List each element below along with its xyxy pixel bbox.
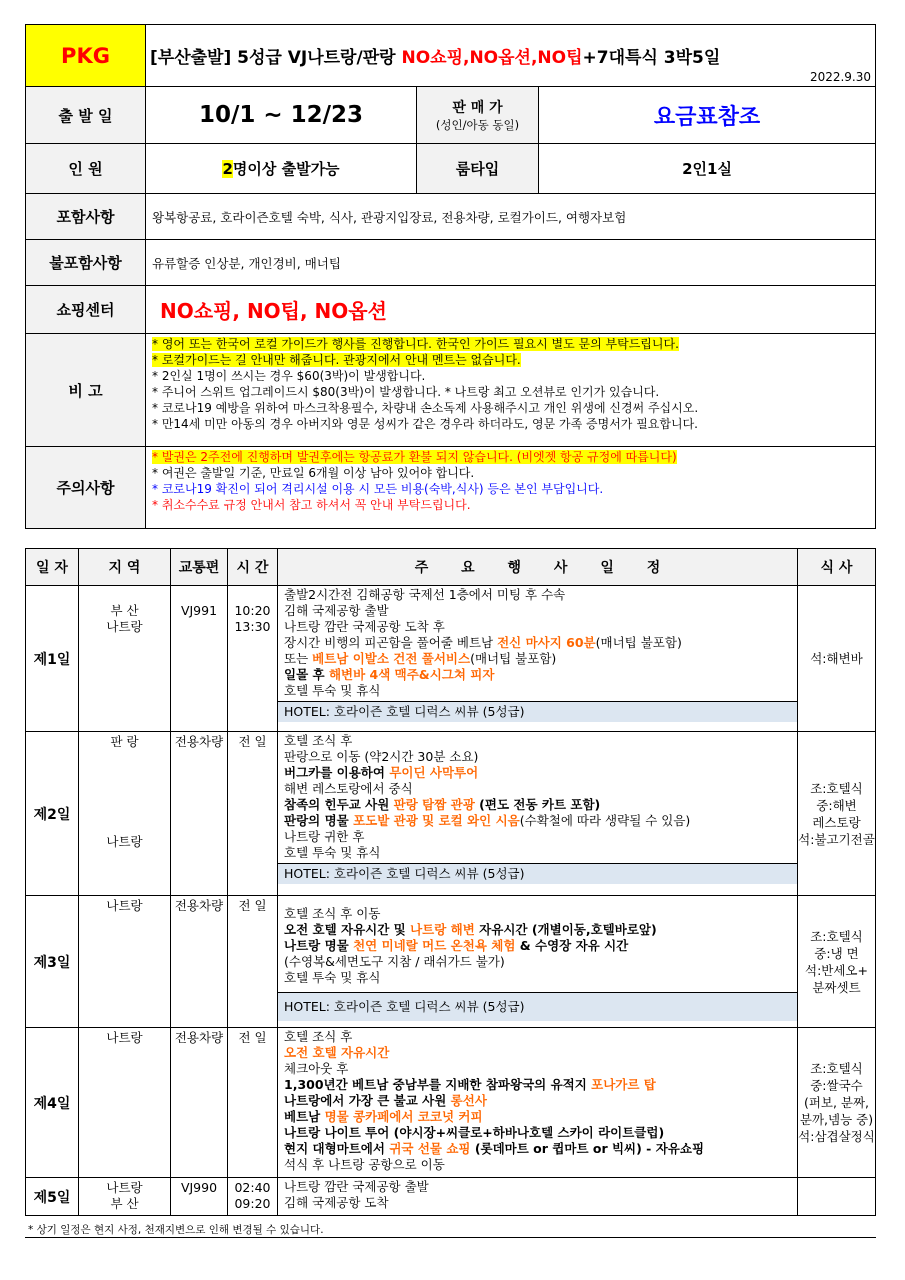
schedule-line: 현지 대형마트에서 귀국 선물 쇼핑 (롯데마트 or 큅마트 or 빅씨) - 자유쇼핑 xyxy=(284,1141,705,1156)
day-label: 제4일 xyxy=(26,1028,79,1178)
schedule-line: 호텔 투숙 및 휴식 xyxy=(284,970,381,985)
transport-cell: 전용차량 xyxy=(171,732,228,896)
shop-label: 쇼핑센터 xyxy=(26,286,146,334)
col-header-region: 지 역 xyxy=(79,549,171,586)
table-row xyxy=(26,1028,876,1178)
table-row xyxy=(26,1178,876,1216)
footer-divider xyxy=(25,1237,876,1238)
meal-cell xyxy=(798,732,876,896)
itinerary-header-row xyxy=(26,549,876,586)
day-label: 제2일 xyxy=(26,732,79,896)
caution-item: * 취소수수료 규정 안내서 참고 하셔서 꼭 안내 부탁드립니다. xyxy=(152,498,471,512)
day-label: 제3일 xyxy=(26,896,79,1028)
remark-item: * 주니어 스위트 업그레이드시 $80(3박)이 발생합니다. * 나트랑 최고 오션뷰로 인기가 있습니다. xyxy=(152,385,660,399)
time-cell xyxy=(228,586,278,732)
price-value: 요금표참조 xyxy=(539,87,876,144)
schedule-line: 체크아웃 후 xyxy=(284,1061,349,1076)
itinerary-table xyxy=(25,548,876,1216)
meal-item: 석:삼겹살정식 xyxy=(798,1129,875,1144)
meal-item: 레스토랑 xyxy=(812,814,861,830)
region-name: 부 산 xyxy=(110,1196,139,1211)
meal-item: 조:호텔식 xyxy=(810,1061,863,1076)
schedule-line: 김해 국제공항 도착 xyxy=(284,1195,389,1210)
hotel-info: HOTEL: 호라이즌 호텔 디럭스 씨뷰 (5성급) xyxy=(278,863,797,884)
schedule-line: 오전 호텔 자유시간 xyxy=(284,1045,390,1060)
col-header-day: 일 자 xyxy=(26,549,79,586)
col-header-time: 시 간 xyxy=(228,549,278,586)
schedule-line: 호텔 조식 후 xyxy=(284,733,353,748)
region-name: 판 랑 xyxy=(110,734,139,749)
price-label xyxy=(417,87,539,144)
price-label-main: 판 매 가 xyxy=(452,100,503,116)
table-row xyxy=(26,586,876,732)
meal-cell: 석:해변바 xyxy=(798,586,876,732)
footnote: * 상기 일정은 현지 사정, 천재지변으로 인해 변경될 수 있습니다. xyxy=(28,1224,324,1236)
col-header-schedule: 주 요 행 사 일 정 xyxy=(278,549,798,586)
schedule-line: 판랑으로 이동 (약2시간 30분 소요) xyxy=(284,749,479,764)
room-label: 룸타입 xyxy=(417,144,539,194)
package-title xyxy=(146,25,876,87)
time-cell: 전 일 xyxy=(228,1028,278,1178)
schedule-line: 김해 국제공항 출발 xyxy=(284,603,389,618)
schedule-line: 나트랑 깜란 국제공항 출발 xyxy=(284,1179,429,1194)
schedule-cell xyxy=(278,1178,798,1216)
title-prefix: [부산출발] 5성급 VJ나트랑/판랑 xyxy=(150,48,402,68)
time-value: 02:40 xyxy=(234,1180,271,1195)
schedule-line: 나트랑 명물 천연 미네랄 머드 온천욕 체험 & 수영장 자유 시간 xyxy=(284,938,629,953)
meal-item: (퍼보, 분짜, xyxy=(803,1095,870,1110)
package-info-table xyxy=(25,24,876,529)
meal-item: 중:쌀국수 xyxy=(810,1078,863,1093)
meal-cell xyxy=(798,1178,876,1216)
schedule-line: 장시간 비행의 피곤함을 풀어줄 베트남 전신 마사지 60분(매너팁 불포함) xyxy=(284,635,682,650)
schedule-line: 나트랑 깜란 국제공항 도착 후 xyxy=(284,619,445,634)
schedule-line: 호텔 조식 후 xyxy=(284,1029,353,1044)
table-row xyxy=(26,896,876,1028)
people-label: 인 원 xyxy=(26,144,146,194)
meal-item: 분짜셋트 xyxy=(812,979,861,995)
exclude-label: 불포함사항 xyxy=(26,240,146,286)
meal-item: 조:호텔식 xyxy=(810,780,863,796)
table-row xyxy=(26,732,876,896)
schedule-line: 호텔 투숙 및 휴식 xyxy=(284,683,381,698)
caution-label: 주의사항 xyxy=(26,447,146,529)
col-header-meal: 식 사 xyxy=(798,549,876,586)
room-value: 2인1실 xyxy=(539,144,876,194)
transport-cell: VJ990 xyxy=(171,1178,228,1216)
schedule-line: 석식 후 나트랑 공항으로 이동 xyxy=(284,1157,445,1172)
meal-item: 조:호텔식 xyxy=(810,928,863,944)
region-name: 부 산 xyxy=(110,603,139,618)
title-suffix: +7대특식 3박5일 xyxy=(582,48,721,68)
schedule-cell xyxy=(278,586,798,732)
caution-item: * 여권은 출발일 기준, 만료일 6개월 이상 남아 있어야 합니다. xyxy=(152,466,475,480)
schedule-line: 오전 호텔 자유시간 및 나트랑 해변 자유시간 (개별이동,호텔바로앞) xyxy=(284,922,657,937)
time-cell xyxy=(228,1178,278,1216)
region-name: 나트랑 xyxy=(106,619,143,634)
pkg-badge: PKG xyxy=(26,25,146,87)
transport-cell: VJ991 xyxy=(171,586,228,732)
meal-cell xyxy=(798,1028,876,1178)
cautions-list xyxy=(146,447,876,529)
schedule-cell xyxy=(278,732,798,896)
day-label: 제1일 xyxy=(26,586,79,732)
transport-cell: 전용차량 xyxy=(171,1028,228,1178)
time-cell: 전 일 xyxy=(228,732,278,896)
exclude-value: 유류할증 인상분, 개인경비, 매너팁 xyxy=(146,240,876,286)
remark-item: * 코로나19 예방을 위하여 마스크착용필수, 차량내 손소독제 사용해주시고 개인 위생에 신경써 주십시오. xyxy=(152,401,699,415)
meal-cell xyxy=(798,896,876,1028)
people-min-number: 2 xyxy=(222,160,233,178)
schedule-line: 일몰 후 해변바 4색 맥주&시그쳐 피자 xyxy=(284,667,495,682)
schedule-cell xyxy=(278,896,798,1028)
meal-item: 중:해변 xyxy=(816,797,857,813)
region-cell xyxy=(79,732,171,896)
caution-item: * 발권은 2주전에 진행하며 발권후에는 항공료가 환불 되지 않습니다. (비엣젯 항공 규정에 따릅니다) xyxy=(152,450,677,464)
schedule-line: 참족의 힌두교 사원 판랑 탐짬 관광 (편도 전동 카트 포함) xyxy=(284,797,601,812)
title-highlight: NO쇼핑,NO옵션,NO팁 xyxy=(401,48,583,68)
region-cell xyxy=(79,586,171,732)
people-text: 명이상 출발가능 xyxy=(232,160,340,178)
people-value xyxy=(146,144,417,194)
depart-value: 10/1 ~ 12/23 xyxy=(146,87,417,144)
schedule-line: 해변 레스토랑에서 중식 xyxy=(284,781,413,796)
shop-value: NO쇼핑, NO팁, NO옵션 xyxy=(146,286,876,334)
region-cell xyxy=(79,1178,171,1216)
document-date: 2022.9.30 xyxy=(809,70,872,84)
remark-item: * 로컬가이드는 길 안내만 해줍니다. 관광지에서 안내 멘트는 없습니다. xyxy=(152,353,521,367)
remarks-list xyxy=(146,334,876,447)
time-value: 13:30 xyxy=(234,619,271,634)
time-value: 10:20 xyxy=(234,603,271,618)
meal-item: 석:불고기전골 xyxy=(798,831,875,847)
hotel-info: HOTEL: 호라이즌 호텔 디럭스 씨뷰 (5성급) xyxy=(278,701,797,722)
schedule-line: 버그카를 이용하여 무이딘 사막투어 xyxy=(284,765,479,780)
schedule-line: 나트랑 귀한 후 xyxy=(284,829,365,844)
schedule-line: (수영복&세면도구 지참 / 래쉬가드 불가) xyxy=(284,954,505,969)
remark-label: 비 고 xyxy=(26,334,146,447)
schedule-line: 또는 베트남 이발소 건전 풀서비스(매너팁 불포함) xyxy=(284,651,557,666)
remark-item: * 영어 또는 한국어 로컬 가이드가 행사를 진행합니다. 한국인 가이드 필요시 별도 문의 부탁드립니다. xyxy=(152,337,679,351)
region-cell: 나트랑 xyxy=(79,896,171,1028)
schedule-line: 나트랑 나이트 투어 (야시장+씨클로+하바나호텔 스카이 라이트클럽) xyxy=(284,1125,665,1140)
caution-item: * 코로나19 확진이 되어 격리시설 이용 시 모든 비용(숙박,식사) 등은 본인 부담입니다. xyxy=(152,482,604,496)
region-name: 나트랑 xyxy=(106,1180,143,1195)
schedule-line: 호텔 조식 후 이동 xyxy=(284,906,381,921)
schedule-line: 출발2시간전 김해공항 국제선 1층에서 미팅 후 수속 xyxy=(284,587,566,602)
day-label: 제5일 xyxy=(26,1178,79,1216)
region-cell: 나트랑 xyxy=(79,1028,171,1178)
region-name: 나트랑 xyxy=(106,834,143,849)
remark-item: * 만14세 미만 아동의 경우 아버지와 영문 성씨가 같은 경우라 하더라도, 영문 가족 증명서가 필요합니다. xyxy=(152,417,698,431)
price-label-sub: (성인/아동 동일) xyxy=(435,118,520,132)
schedule-line: 1,300년간 베트남 중남부를 지배한 참파왕국의 유적지 포나가르 탑 xyxy=(284,1077,656,1092)
col-header-transport: 교통편 xyxy=(171,549,228,586)
transport-cell: 전용차량 xyxy=(171,896,228,1028)
schedule-line: 베트남 명물 콩카페에서 코코넛 커피 xyxy=(284,1109,483,1124)
schedule-cell xyxy=(278,1028,798,1178)
schedule-line: 판랑의 명물 포도밭 관광 및 로컬 와인 시음(수확철에 따라 생략될 수 있음) xyxy=(284,813,691,828)
depart-label: 출 발 일 xyxy=(26,87,146,144)
hotel-info: HOTEL: 호라이즌 호텔 디럭스 씨뷰 (5성급) xyxy=(278,992,797,1021)
meal-item: 분까,넴능 중) xyxy=(799,1112,874,1127)
meal-item: 중:냉 면 xyxy=(814,945,859,961)
time-value: 09:20 xyxy=(234,1196,271,1211)
include-label: 포함사항 xyxy=(26,194,146,240)
schedule-line: 나트랑에서 가장 큰 불교 사원 롱선사 xyxy=(284,1093,487,1108)
schedule-line: 호텔 투숙 및 휴식 xyxy=(284,845,381,860)
include-value: 왕복항공료, 호라이즌호텔 숙박, 식사, 관광지입장료, 전용차량, 로컬가이드, 여행자보험 xyxy=(146,194,876,240)
time-cell: 전 일 xyxy=(228,896,278,1028)
remark-item: * 2인실 1명이 쓰시는 경우 $60(3박)이 발생합니다. xyxy=(152,369,426,383)
meal-item: 석:반세오+ xyxy=(805,962,868,978)
